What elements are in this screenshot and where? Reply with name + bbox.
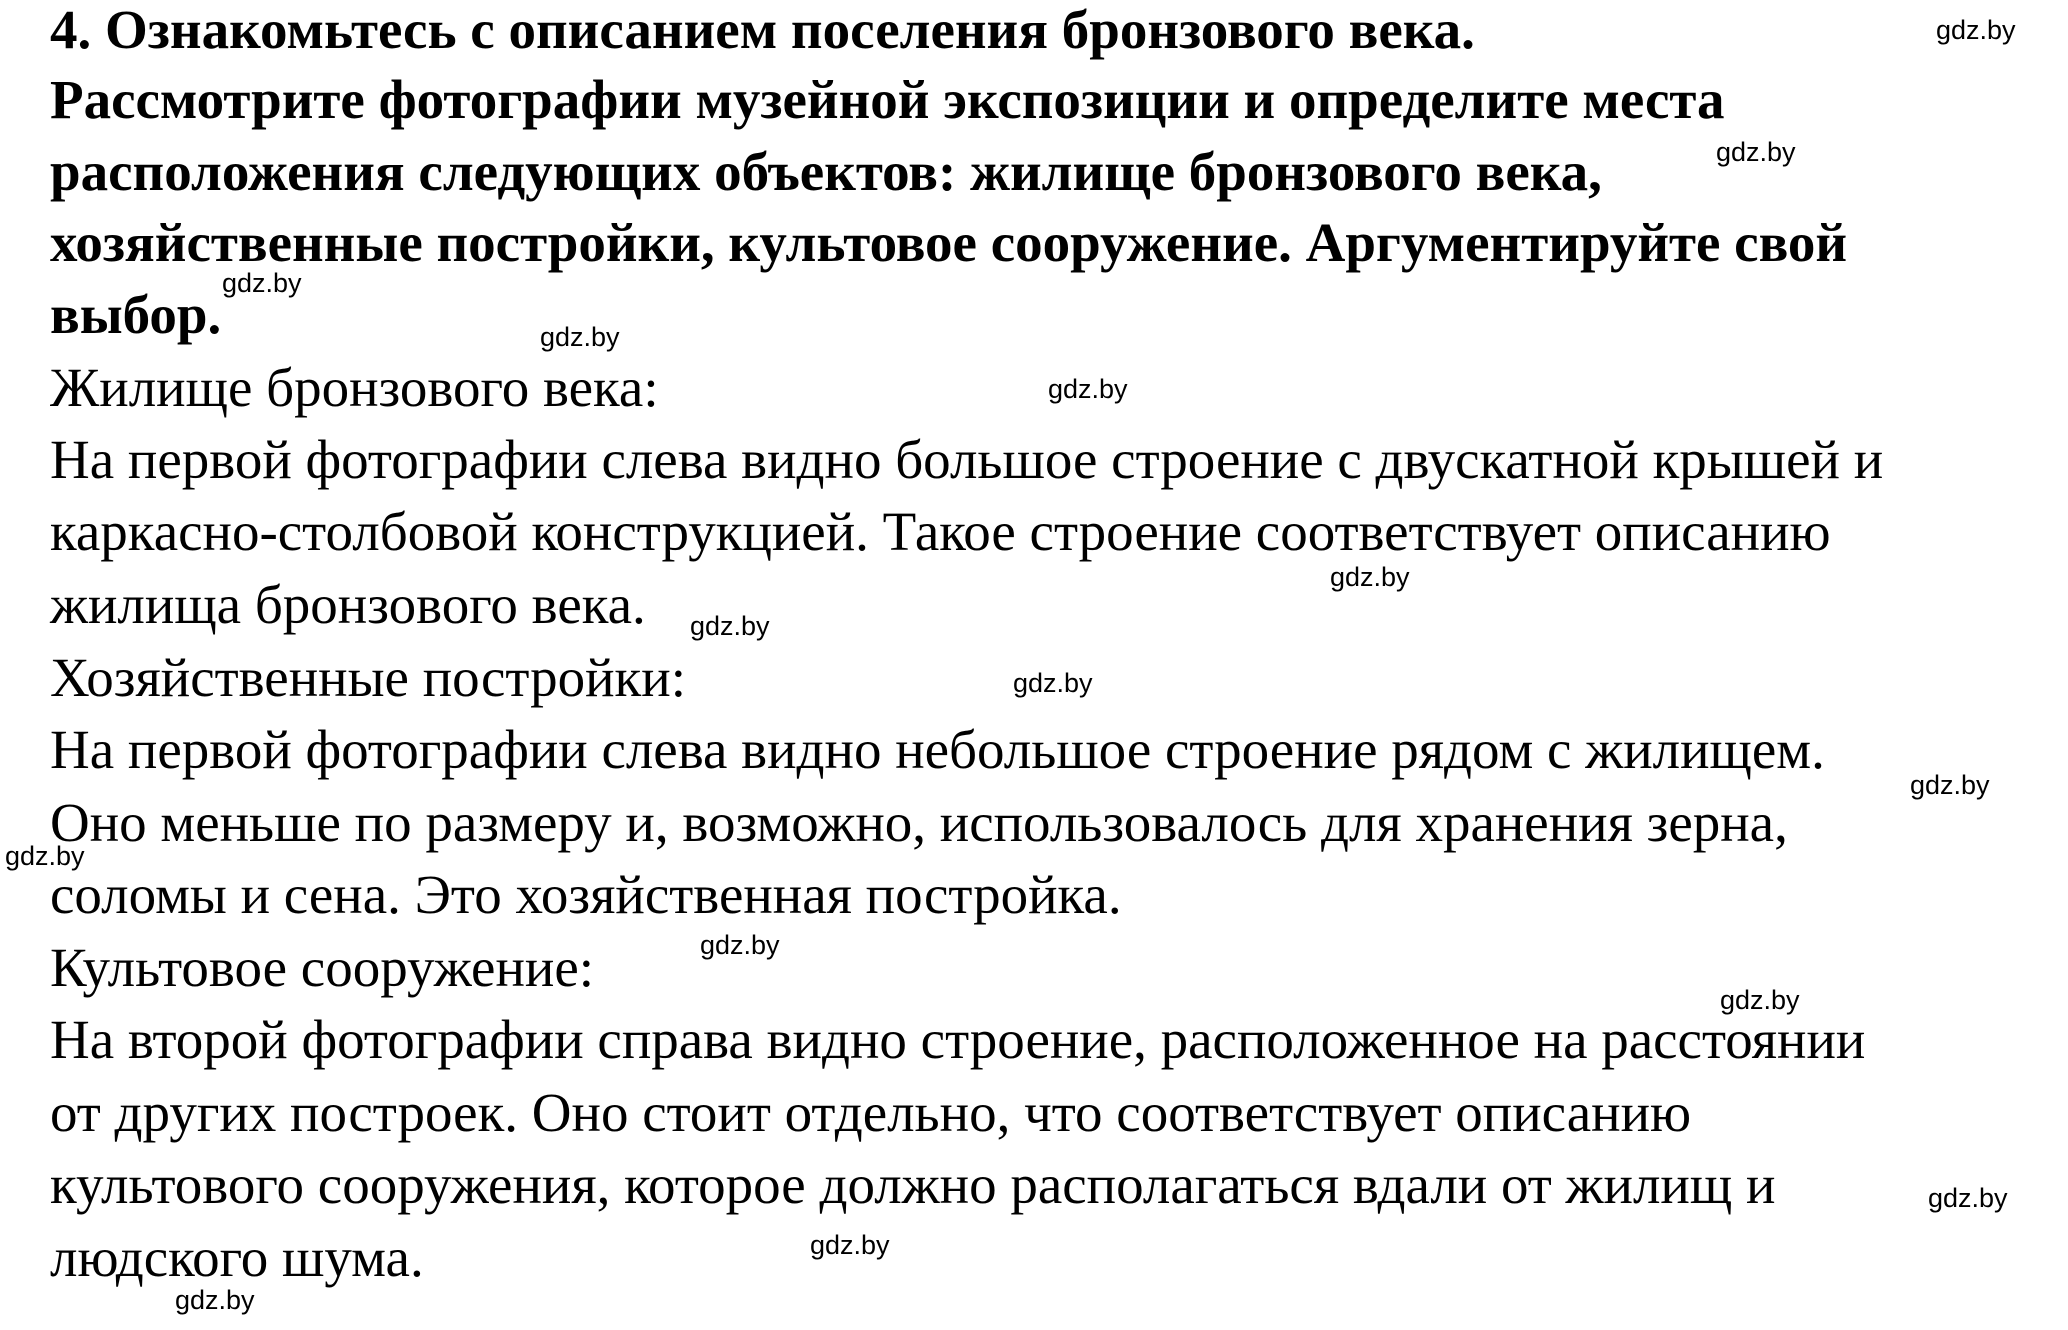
cult-heading: Культовое сооружение:	[50, 937, 595, 998]
watermark-text: gdz.by	[1720, 985, 1800, 1015]
task-line-5: выбор.	[50, 284, 222, 345]
outbuildings-line-1: На первой фотографии слева видно небольшое строение рядом с жилищем.	[50, 719, 1825, 780]
watermark-text: gdz.by	[1716, 137, 1796, 167]
watermark-text: gdz.by	[175, 1285, 255, 1315]
outbuildings-line-2: Оно меньше по размеру и, возможно, использовалось для хранения зерна,	[50, 792, 1788, 853]
cult-line-1: На второй фотографии справа видно строение, расположенное на расстоянии	[50, 1009, 1866, 1070]
watermark-text: gdz.by	[690, 611, 770, 641]
watermark-text: gdz.by	[222, 268, 302, 298]
watermark-text: gdz.by	[700, 930, 780, 960]
task-line-1: 4. Ознакомьтесь с описанием поселения бронзового века.	[50, 0, 1475, 60]
watermark-text: gdz.by	[1928, 1183, 2008, 1213]
dwelling-line-1: На первой фотографии слева видно большое строение с двускатной крышей и	[50, 429, 1884, 490]
dwelling-line-2: каркасно-столбовой конструкцией. Такое строение соответствует описанию	[50, 501, 1831, 562]
cult-line-3: культового сооружения, которое должно располагаться вдали от жилищ и	[50, 1154, 1776, 1215]
dwelling-heading: Жилище бронзового века:	[50, 357, 659, 418]
task-line-4: хозяйственные постройки, культовое сооружение. Аргументируйте свой	[50, 212, 1848, 273]
watermark-text: gdz.by	[1013, 668, 1093, 698]
watermark-text: gdz.by	[1048, 374, 1128, 404]
outbuildings-line-3: соломы и сена. Это хозяйственная постройка.	[50, 864, 1122, 925]
watermark-text: gdz.by	[5, 841, 85, 871]
task-line-2: Рассмотрите фотографии музейной экспозиции и определите места	[50, 69, 1725, 130]
watermark-text: gdz.by	[810, 1230, 890, 1260]
outbuildings-heading: Хозяйственные постройки:	[50, 647, 686, 708]
watermark-text: gdz.by	[540, 322, 620, 352]
task-line-3: расположения следующих объектов: жилище бронзового века,	[50, 141, 1602, 202]
watermark-text: gdz.by	[1330, 562, 1410, 592]
watermark-text: gdz.by	[1910, 770, 1990, 800]
watermark-text: gdz.by	[1936, 15, 2016, 45]
cult-line-4: людского шума.	[50, 1227, 424, 1288]
cult-line-2: от других построек. Оно стоит отдельно, что соответствует описанию	[50, 1082, 1692, 1143]
dwelling-line-3: жилища бронзового века.	[50, 574, 646, 635]
